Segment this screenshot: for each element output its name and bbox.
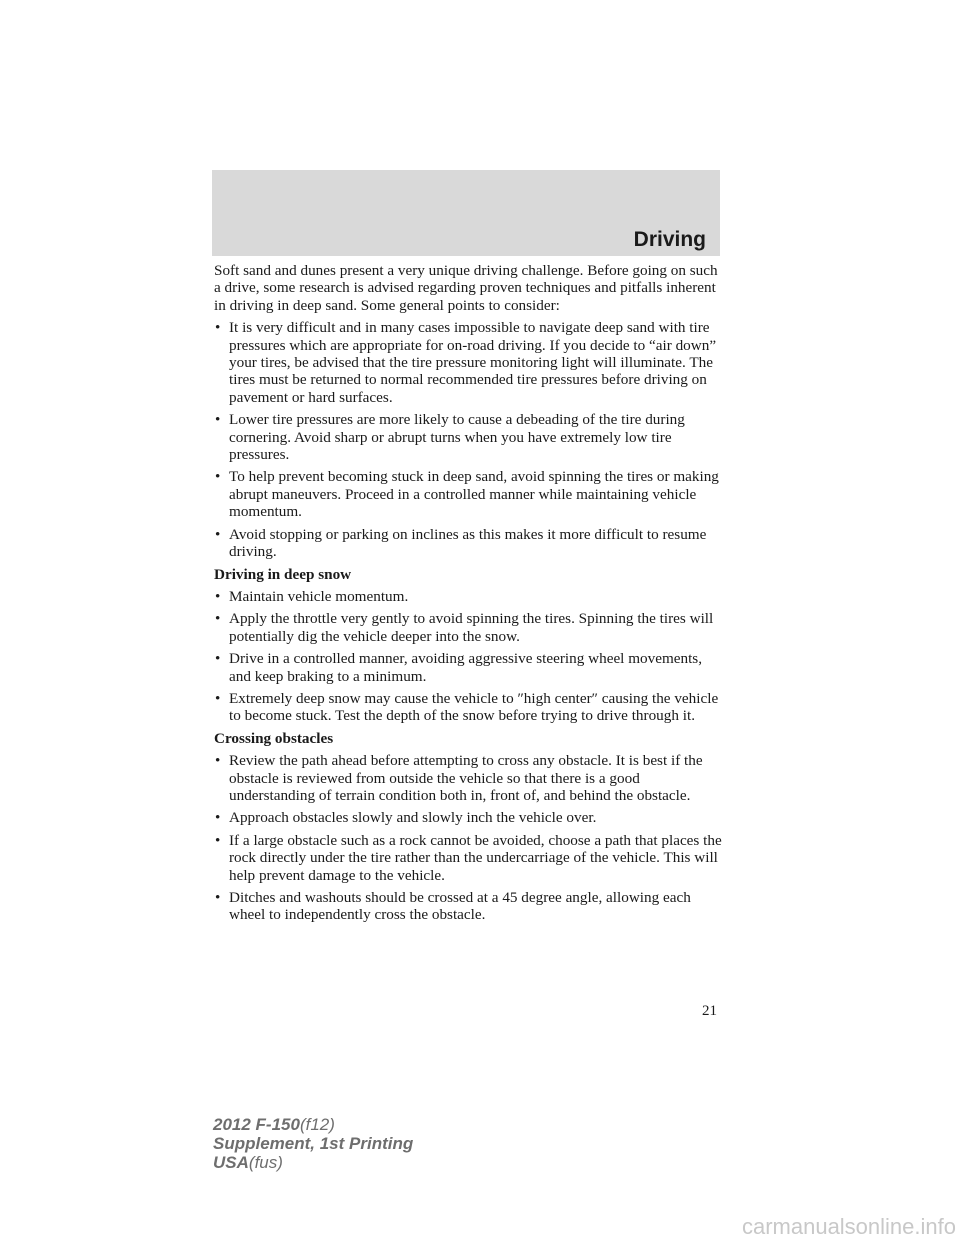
- sand-bullet-list: [214, 319, 724, 560]
- bullet-icon: •: [215, 610, 221, 628]
- page-content: [214, 262, 724, 929]
- obstacles-heading: Crossing obstacles: [214, 729, 334, 747]
- bullet-icon: •: [215, 319, 221, 337]
- obstacles-bullet-list: [214, 752, 724, 924]
- section-header-band: [212, 170, 720, 256]
- bullet-icon: •: [215, 650, 221, 668]
- bullet-icon: •: [215, 411, 221, 429]
- list-item: • It is very difficult and in many cases impossible to navigate deep sand with tire pressures which are appropriate for on-road driving. If you decide to “air down” your tires, be advised that the tire pressure monitoring light will illuminate. The tires must be returned to normal recommended tire pressures before driving on pavement or hard surfaces.: [215, 319, 717, 406]
- bullet-icon: •: [215, 889, 221, 906]
- list-item: • Approach obstacles slowly and slowly inch the vehicle over.: [215, 809, 597, 827]
- watermark-text: carmanualsonline.info: [741, 1214, 956, 1239]
- bullet-icon: •: [215, 689, 221, 707]
- list-item: • Apply the throttle very gently to avoid spinning the tires. Spinning the tires will potentially dig the vehicle deeper into the snow.: [215, 610, 714, 645]
- list-item: • Drive in a controlled manner, avoiding aggressive steering wheel movements, and keep braking to a minimum.: [215, 650, 703, 685]
- list-item: • Avoid stopping or parking on inclines as this makes it more difficult to resume driving.: [215, 525, 707, 561]
- footer-model-line: 2012 F-150(f12): [213, 1115, 335, 1134]
- bullet-icon: •: [215, 468, 221, 486]
- footer-printing-line: Supplement, 1st Printing: [213, 1134, 414, 1153]
- list-item: • If a large obstacle such as a rock cannot be avoided, choose a path that places the rock directly under the tire rather than the undercarriage of the vehicle. This will help prevent damage to the vehicle.: [215, 831, 722, 884]
- intro-paragraph: Soft sand and dunes present a very unique driving challenge. Before going on such a drive, some research is advised regarding proven techniques and pitfalls inherent in driving in deep sand. Some general points to consider:: [214, 262, 718, 314]
- list-item: • Review the path ahead before attempting to cross any obstacle. It is best if the obstacle is reviewed from outside the vehicle so that there is a good understanding of terrain condition both in, front of, and behind the obstacle.: [215, 752, 703, 804]
- page-number: 21: [702, 1003, 717, 1019]
- snow-heading: Driving in deep snow: [214, 565, 352, 583]
- list-item: • Lower tire pressures are more likely to cause a debeading of the tire during cornering. Avoid sharp or abrupt turns when you have extremely low tire pressures.: [215, 411, 685, 464]
- bullet-icon: •: [215, 587, 221, 605]
- list-item: • Maintain vehicle momentum.: [215, 587, 409, 605]
- snow-bullet-list: [214, 588, 724, 725]
- print-footer: [213, 1115, 413, 1172]
- bullet-icon: •: [215, 809, 221, 827]
- section-title: Driving: [633, 228, 706, 251]
- bullet-icon: •: [215, 525, 221, 543]
- list-item: • Ditches and washouts should be crossed at a 45 degree angle, allowing each wheel to independently cross the obstacle.: [215, 889, 691, 924]
- list-item: • To help prevent becoming stuck in deep sand, avoid spinning the tires or making abrupt maneuvers. Proceed in a controlled manner while maintaining vehicle momentum.: [215, 468, 719, 521]
- list-item: • Extremely deep snow may cause the vehicle to ″high center″ causing the vehicle to become stuck. Test the depth of the snow before trying to drive through it.: [215, 689, 719, 725]
- footer-market-line: USA(fus): [213, 1153, 283, 1172]
- bullet-icon: •: [215, 831, 221, 849]
- bullet-icon: •: [215, 752, 221, 770]
